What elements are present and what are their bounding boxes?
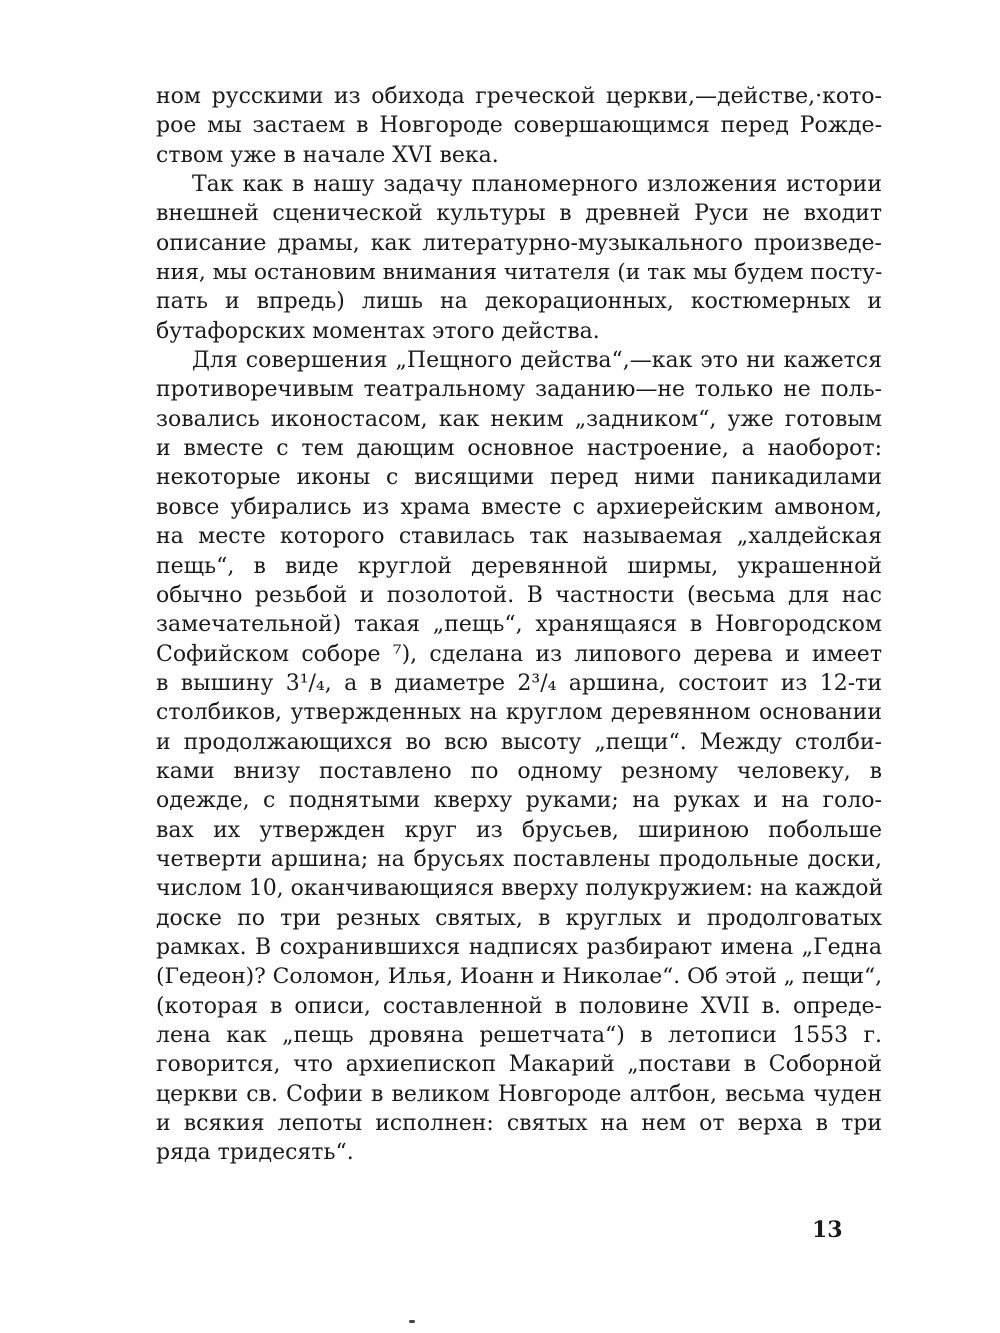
text-line: на месте которого ставилась так называемая „халдейская [156, 524, 882, 550]
text-line: и вместе с тем дающим основное настроение, а наоборот: [156, 436, 882, 462]
text-line: описание драмы, как литературно-музыкального произведе- [156, 230, 882, 256]
text-line: бутафорских моментах этого действа. [156, 318, 600, 344]
text-line: и продолжающихся во всю высоту „пещи“. Между столби- [156, 729, 882, 755]
text-line: в вышину 3¹/₄, а в диаметре 2³/₄ аршина, состоит из 12-ти [156, 670, 882, 696]
text-line: говорится, что архиепископ Макарий „постави в Соборной [156, 1052, 882, 1078]
paragraph-3 [156, 346, 882, 1168]
text-line: ном русскими из обихода греческой церкви,—действе,·кото- [156, 84, 882, 109]
text-line: вах их утвержден круг из брусьев, шириною побольше [156, 817, 882, 843]
text-line: ния, мы остановим внимания читателя (и так мы будем посту- [156, 260, 883, 286]
text-line: церкви св. Софии в великом Новгороде алтбон, весьма чуден [156, 1081, 882, 1107]
paragraph-2 [156, 170, 882, 346]
text-line: пещь“, в виде круглой деревянной ширмы, украшенной [156, 553, 882, 579]
text-line: Для совершения „Пещного действа“,—как это ни кажется [192, 348, 882, 374]
text-line: обычно резьбой и позолотой. В частности (весьма для нас [156, 582, 882, 608]
text-line: ками внизу поставлено по одному резному человеку, в [156, 758, 882, 784]
text-line: числом 10, оканчивающияся вверху полукружием: на каждой [156, 876, 884, 902]
text-line: лена как „пещь дровяна решетчата“) в летописи 1553 г. [156, 1023, 882, 1048]
text-line: рое мы застаем в Новгороде совершающимся перед Рожде- [156, 113, 882, 139]
text-line: одежде, с поднятыми кверху руками; на руках и на голо- [156, 788, 882, 814]
text-line: ряда тридесять“. [156, 1140, 354, 1166]
print-speck [409, 1320, 415, 1323]
text-line: Софийском соборе ⁷), сделана из липового дерева и имеет [156, 641, 882, 667]
text-line: четверти аршина; на брусьях поставлены продольные доски, [156, 846, 882, 872]
text-line: доске по три резных святых, в круглых и продолговатых [156, 905, 882, 931]
text-line: (Гедеон)? Соломон, Илья, Иоанн и Николае“. Об этой „ пещи“, [156, 964, 882, 990]
text-line: столбиков, утвержденных на круглом деревянном основании [156, 700, 882, 726]
text-line: некоторые иконы с висящими перед ними паникадилами [156, 465, 882, 491]
text-line: рамках. В сохранившихся надписях разбирают имена „Гедна [156, 934, 882, 960]
paragraph-1 [156, 82, 882, 170]
text-line: вовсе убирались из храма вместе с архиерейским амвоном, [156, 494, 882, 520]
text-line: (которая в описи, составленной в половине XVII в. опреде- [156, 993, 882, 1019]
text-line: Так как в нашу задачу планомерного изложения истории [192, 172, 882, 198]
text-line: замечательной) такая „пещь“, хранящаяся в Новгородском [156, 612, 882, 638]
page-number: 13 [812, 1217, 843, 1243]
text-line: ством уже в начале XVI века. [156, 142, 499, 168]
text-line: и всякия лепоты исполнен: святых на нем от верха в три [156, 1111, 882, 1137]
text-line: зовались иконостасом, как неким „задником“, уже готовым [156, 406, 882, 432]
text-line: внешней сценической культуры в древней Руси не входит [156, 201, 882, 227]
text-line: противоречивым театральному заданию—не только не поль- [156, 377, 882, 403]
body-text [156, 82, 882, 1168]
text-line: пать и впредь) лишь на декорационных, костюмерных и [156, 289, 882, 315]
